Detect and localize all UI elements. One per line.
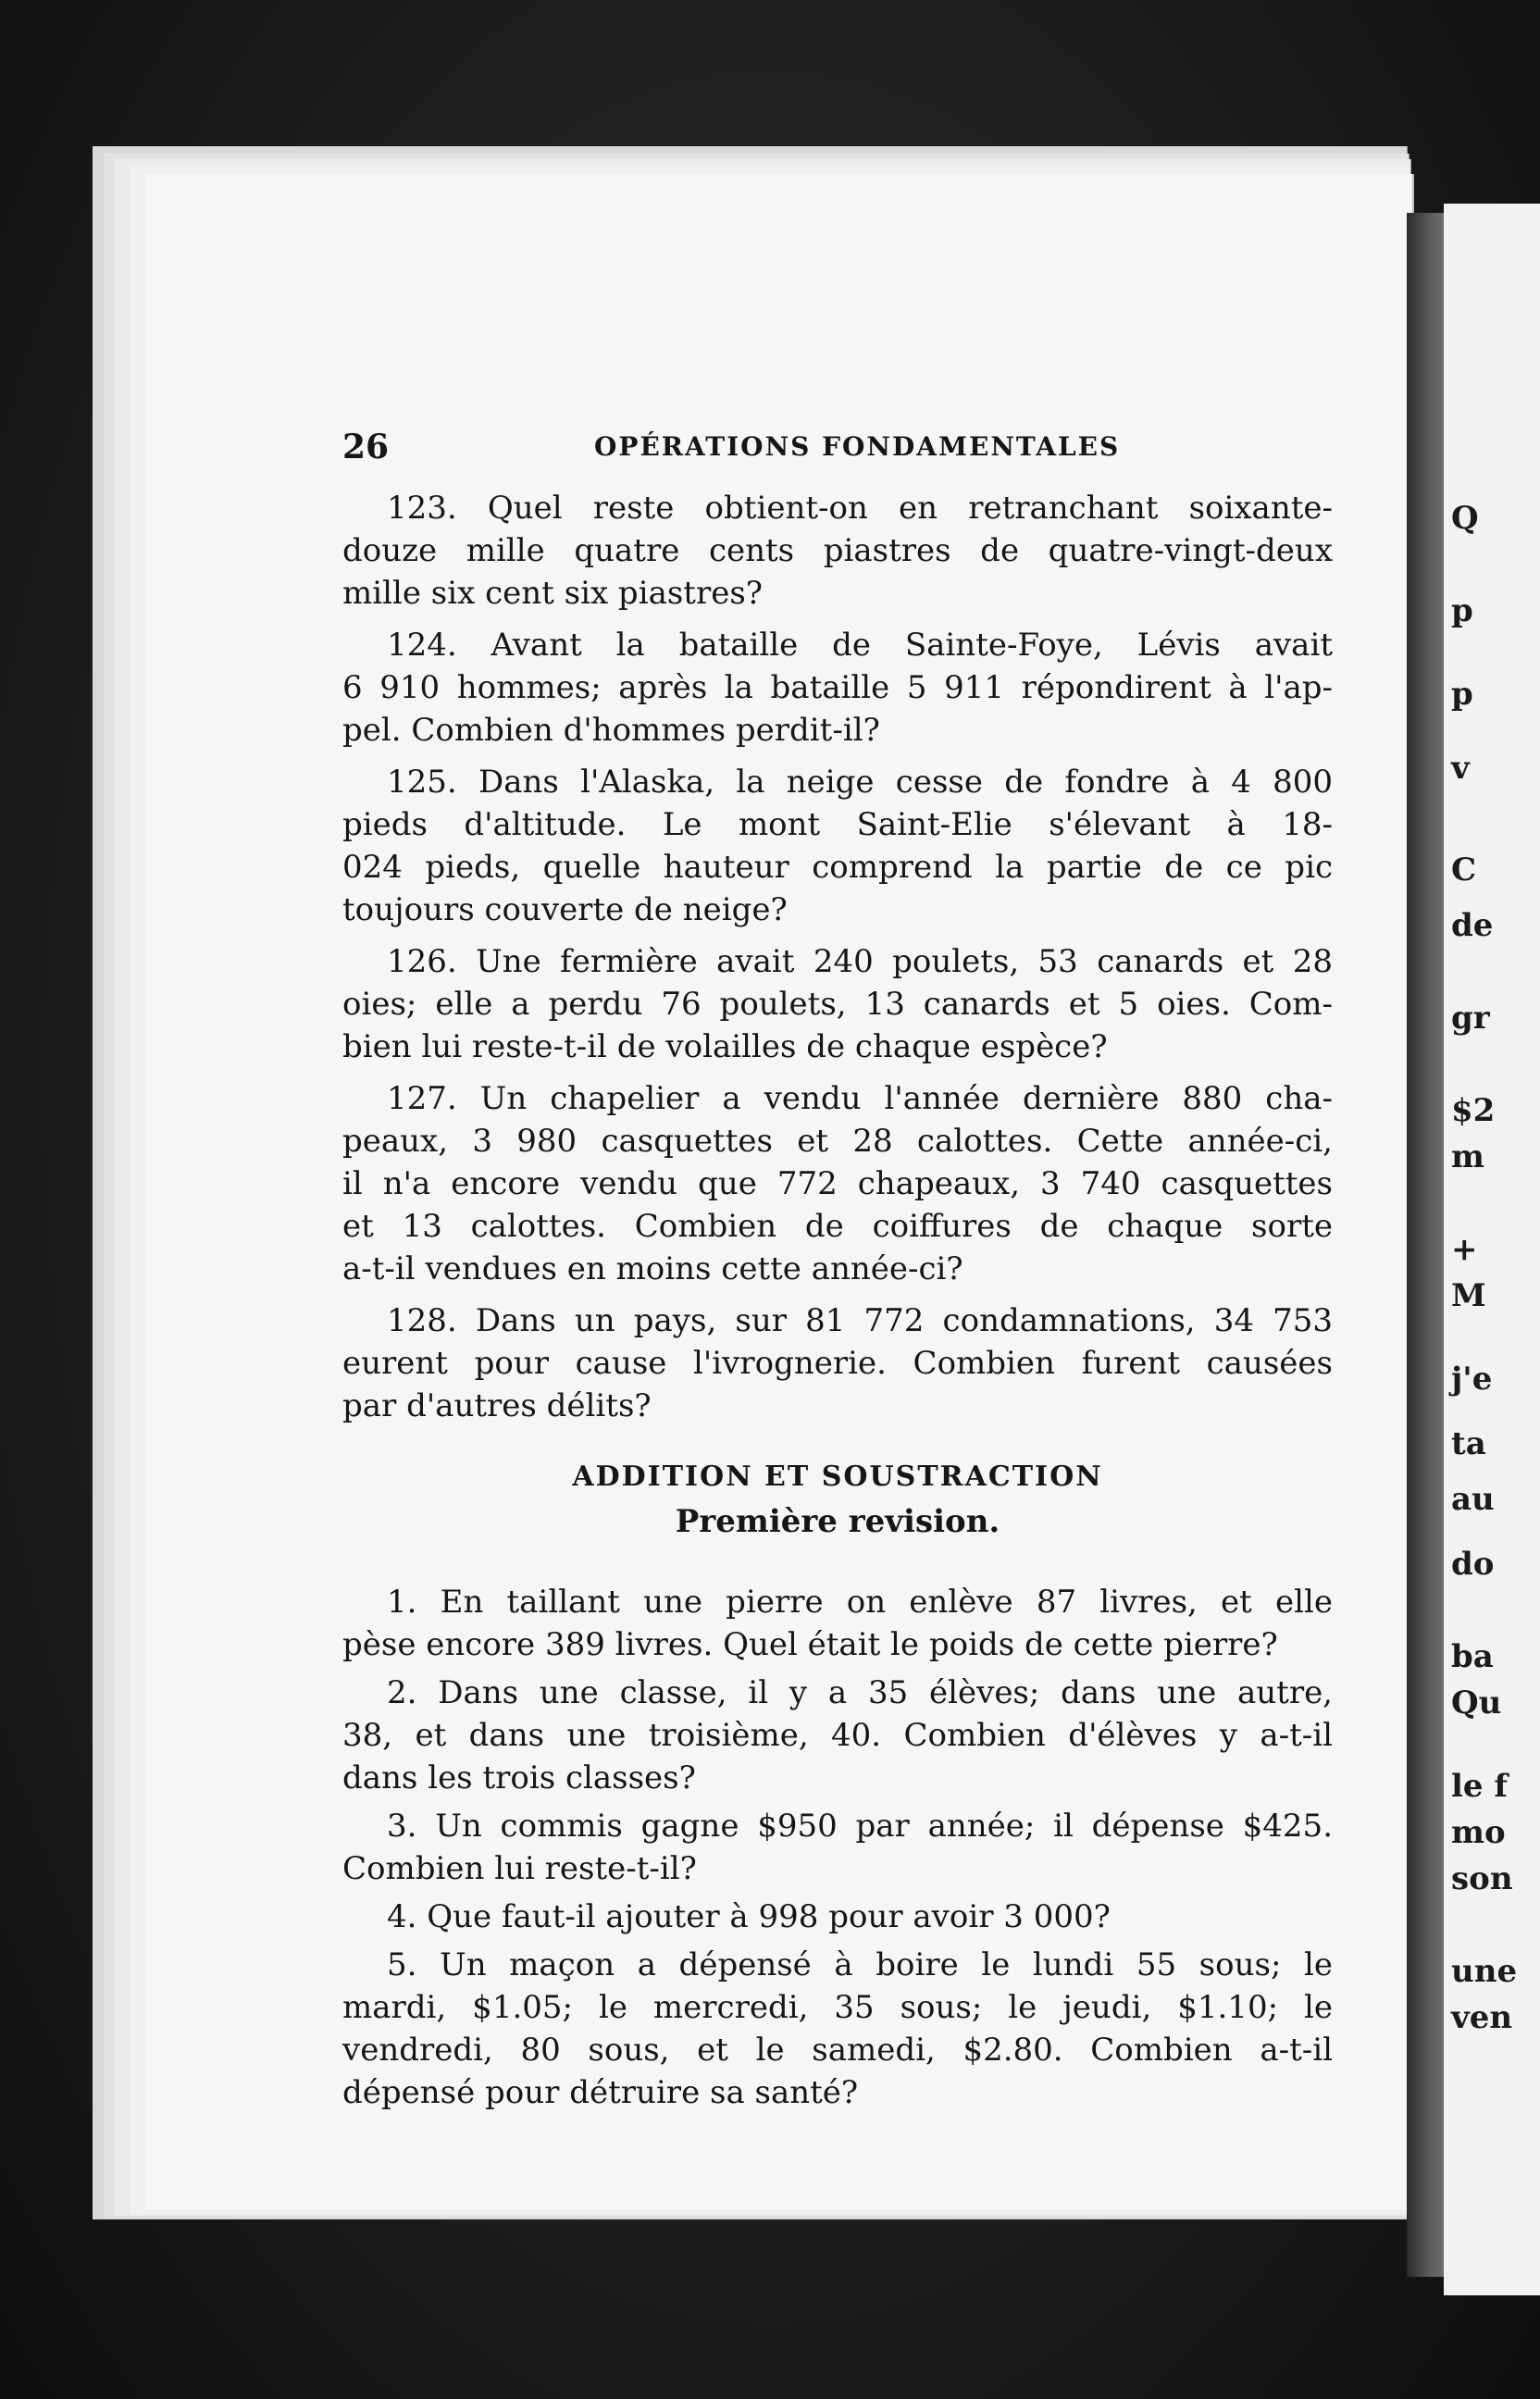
- problem-item: [342, 940, 1333, 1068]
- problem-line: douze mille quatre cents piastres de quatre-vingt-deux: [342, 532, 1333, 569]
- running-head: OPÉRATIONS FONDAMENTALES: [594, 431, 1121, 462]
- problem-line: 125. Dans l'Alaska, la neige cesse de fondre à 4 800: [387, 764, 1333, 801]
- problem-line: mardi, $1.05; le mercredi, 35 sous; le jeudi, $1.10; le: [342, 1989, 1333, 2026]
- problem-item: [342, 487, 1333, 615]
- facing-page-fragment: de: [1451, 907, 1494, 944]
- problem-line: 123. Quel reste obtient-on en retranchant soixante-: [387, 490, 1333, 527]
- problem-item: [342, 1077, 1333, 1290]
- problem-line: 3. Un commis gagne $950 par année; il dépense $425.: [387, 1808, 1333, 1845]
- problem-line: a-t-il vendues en moins cette année-ci?: [342, 1250, 963, 1287]
- facing-page-fragment: C: [1451, 851, 1477, 889]
- facing-page-fragment: j'e: [1451, 1361, 1493, 1398]
- facing-page-fragment: ta: [1451, 1425, 1486, 1462]
- problem-line: dépensé pour détruire sa santé?: [342, 2074, 859, 2111]
- problem-line: 126. Une fermière avait 240 poulets, 53 canards et 28: [387, 943, 1333, 980]
- facing-page-fragment: v: [1451, 750, 1470, 787]
- problem-line: toujours couverte de neige?: [342, 891, 788, 928]
- problem-line: Combien lui reste-t-il?: [342, 1850, 697, 1887]
- problem-line: 5. Un maçon a dépensé à boire le lundi 55 sous; le: [387, 1946, 1333, 1983]
- facing-page-fragment: au: [1451, 1481, 1495, 1518]
- problem-line: 38, et dans une troisième, 40. Combien d'élèves y a-t-il: [342, 1717, 1333, 1754]
- facing-page-fragment: p: [1451, 676, 1473, 713]
- facing-page-fragment: M: [1451, 1277, 1486, 1314]
- problem-line: 2. Dans une classe, il y a 35 élèves; dans une autre,: [387, 1674, 1333, 1711]
- facing-page-fragment: p: [1451, 592, 1473, 629]
- problem-line: dans les trois classes?: [342, 1759, 696, 1796]
- problem-line: et 13 calottes. Combien de coiffures de chaque sorte: [342, 1208, 1333, 1245]
- problem-line: peaux, 3 980 casquettes et 28 calottes. Cette année-ci,: [342, 1123, 1333, 1160]
- page-header: [342, 428, 1333, 468]
- problem-line: 1. En taillant une pierre on enlève 87 livres, et elle: [387, 1584, 1333, 1621]
- facing-page-fragment: ven: [1451, 1999, 1513, 2036]
- problem-item: [342, 1805, 1333, 1890]
- problem-line: oies; elle a perdu 76 poulets, 13 canards et 5 oies. Com-: [342, 986, 1333, 1023]
- problem-item: [342, 1672, 1333, 1799]
- problem-line: bien lui reste-t-il de volailles de chaque espèce?: [342, 1028, 1108, 1065]
- problem-item: [342, 1581, 1333, 1666]
- problem-item: [342, 761, 1333, 931]
- facing-page: [1444, 204, 1540, 2295]
- facing-page-fragment: Qu: [1451, 1684, 1502, 1722]
- problem-line: eurent pour cause l'ivrognerie. Combien furent causées: [342, 1345, 1333, 1382]
- facing-page-fragment: son: [1451, 1860, 1513, 1897]
- problem-item: [342, 1944, 1333, 2114]
- facing-page-fragment: $2: [1451, 1092, 1496, 1129]
- problem-line: pèse encore 389 livres. Quel était le poids de cette pierre?: [342, 1626, 1278, 1663]
- facing-page-fragment: mo: [1451, 1814, 1506, 1851]
- facing-page-fragment: le f: [1451, 1768, 1509, 1805]
- facing-page-fragment: m: [1451, 1138, 1484, 1175]
- problem-line: pel. Combien d'hommes perdit-il?: [342, 712, 880, 749]
- problem-item: [342, 1299, 1333, 1427]
- problem-line: 6 910 hommes; après la bataille 5 911 répondirent à l'ap-: [342, 669, 1333, 706]
- facing-page-fragment: do: [1451, 1546, 1495, 1583]
- facing-page-fragment: +: [1451, 1231, 1478, 1268]
- section-heading: ADDITION ET SOUSTRACTION: [572, 1461, 1103, 1493]
- section-subheading: Première revision.: [675, 1503, 1000, 1540]
- problem-item: [342, 1896, 1333, 1938]
- problem-line: pieds d'altitude. Le mont Saint-Elie s'élevant à 18-: [342, 806, 1333, 843]
- problem-line: 128. Dans un pays, sur 81 772 condamnations, 34 753: [387, 1302, 1333, 1339]
- facing-page-fragment: une: [1451, 1953, 1518, 1990]
- problem-line: 024 pieds, quelle hauteur comprend la partie de ce pic: [342, 849, 1333, 886]
- problem-line: 4. Que faut-il ajouter à 998 pour avoir 3 000?: [387, 1898, 1111, 1935]
- problem-line: vendredi, 80 sous, et le samedi, $2.80. Combien a-t-il: [342, 2032, 1333, 2069]
- page-number: 26: [342, 428, 390, 466]
- facing-page-fragment: Q: [1451, 500, 1479, 537]
- problem-line: 127. Un chapelier a vendu l'année dernière 880 cha-: [387, 1080, 1333, 1117]
- problem-line: par d'autres délits?: [342, 1387, 652, 1424]
- problem-item: [342, 624, 1333, 752]
- problem-line: il n'a encore vendu que 772 chapeaux, 3 740 casquettes: [342, 1165, 1333, 1202]
- problem-line: 124. Avant la bataille de Sainte-Foye, Lévis avait: [387, 627, 1333, 664]
- facing-page-fragment: ba: [1451, 1638, 1494, 1675]
- facing-page-fragment: gr: [1451, 1000, 1490, 1037]
- problem-line: mille six cent six piastres?: [342, 575, 764, 612]
